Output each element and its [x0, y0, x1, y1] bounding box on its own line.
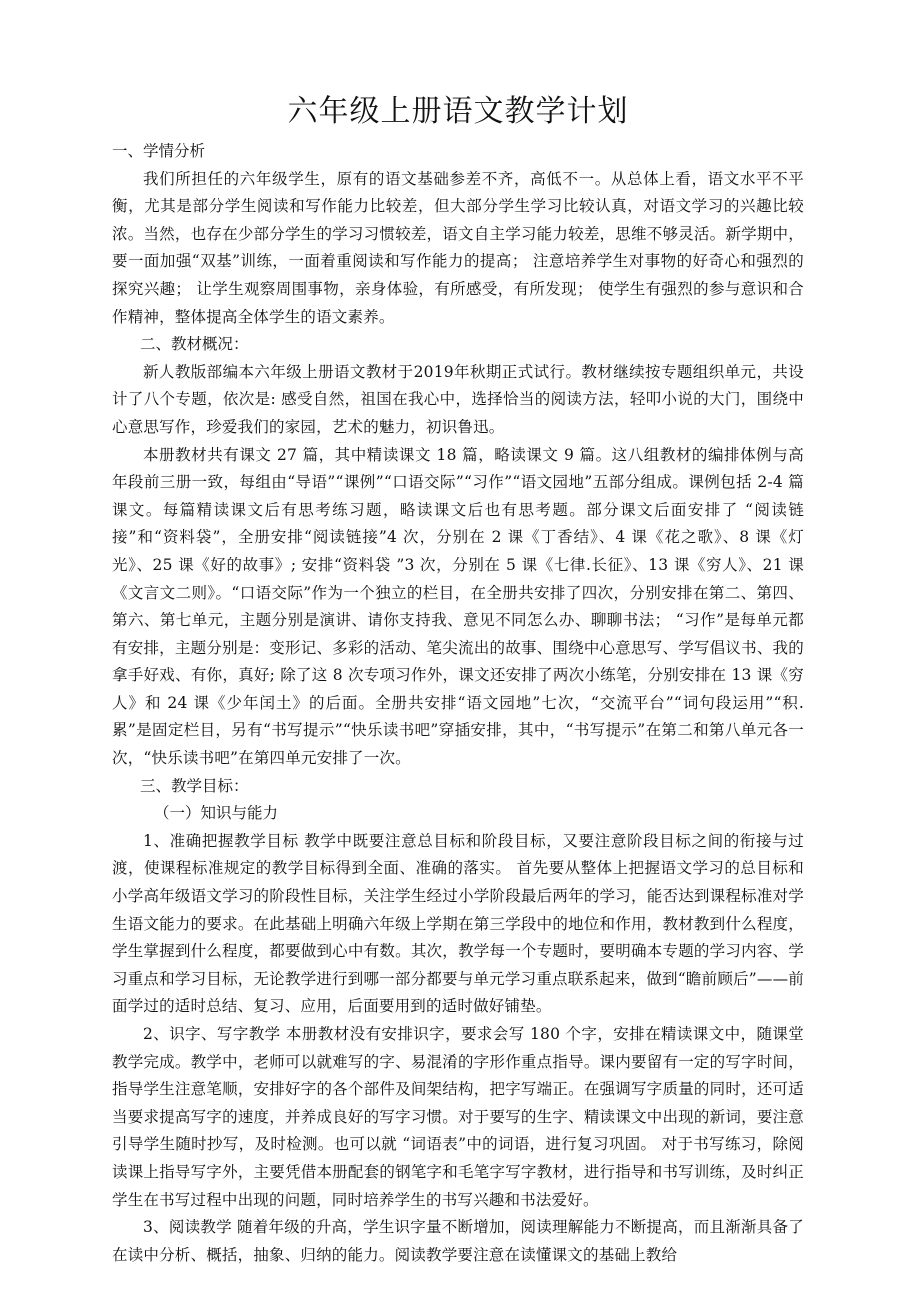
document-title: 六年级上册语文教学计划 — [287, 94, 629, 129]
paragraph-textbook-overview-2: 本册教材共有课文 27 篇，其中精读课文 18 篇，略读课文 9 篇。这八组教材的编排体例与高年段前三册一致，每组由“导语”“课例”“口语交际”“习作”“语文园地”五部分组成。课例包括 2-4 篇课文。每篇精读课文后有思考练习题，略读课文后也有思考题。部分课文后面安排了 “阅读链接”和“资料袋”，全册安排“阅读链接”4 次，分别在 2 课《丁香结》、4 课《花之歌》、8 课《灯光》、25 课《好的故事》; 安排“资料袋 ”3 次，分别在 5 课《七律.长征》、13 课《穷人》、21 课《文言文二则》。“口语交际”作为一个独立的栏目，在全册共安排了四次，分别安排在第二、第四、第六、第七单元，主题分别是演讲、请你支持我、意见不同怎么办、聊聊书法； “习作”是每单元都有安排，主题分别是：变形记、多彩的活动、笔尖流出的故事、围绕中心意思写、学写倡议书、我的拿手好戏、有你，真好; 除了这 8 次专项习作外，课文还安排了两次小练笔，分别安排在 13 课《穷人》和 24 课《少年闰土》的后面。全册共安排“语文园地”七次，“交流平台”“词句段运用”“积.累”是固定栏目，另有“书写提示”“快乐读书吧”穿插安排，其中，“书写提示”在第二和第八单元各一次，“快乐读书吧”在第四单元安排了一次。 — [112, 445, 804, 768]
paragraph-goal-1: 1、准确把握教学目标 教学中既要注意总目标和阶段目标，又要注意阶段目标之间的衔接与过渡，使课程标准规定的教学目标得到全面、准确的落实。 首先要从整体上把握语文学习的总目标和小学高年级语文学习的阶段性目标，关注学生经过小学阶段最后两年的学习，能否达到课程标准对学生语文能力的要求。在此基础上明确六年级上学期在第三学段中的地位和作用，教材教到什么程度，学生掌握到什么程度，都要做到心中有数。其次，教学每一个专题时，要明确本专题的学习内容、学习重点和学习目标，无论教学进行到哪一部分都要与单元学习重点联系起来，做到“瞻前顾后”——前面学过的适时总结、复习、应用，后面要用到的适时做好铺垫。 — [112, 831, 804, 1016]
section-heading-learning-analysis: 一、学情分析 — [112, 142, 206, 160]
section-heading-textbook-overview: 二、教材概况： — [140, 335, 249, 354]
paragraph-learning-analysis: 我们所担任的六年级学生，原有的语文基础参差不齐，高低不一。从总体上看，语文水平不平衡，尤其是部分学生阅读和写作能力比较差，但大部分学生学习比较认真，对语文学习的兴趣比较浓。当然，也存在少部分学生的学习习惯较差，语文自主学习能力较差，思维不够灵活。新学期中，要一面加强“双基”训练，一面着重阅读和写作能力的提高； 注意培养学生对事物的好奇心和强烈的探究兴趣； 让学生观察周围事物，亲身体验，有所感受，有所发现； 使学生有强烈的参与意识和合作精神，整体提高全体学生的语文素养。 — [112, 169, 804, 326]
paragraph-goal-3: 3、阅读教学 随着年级的升高，学生识字量不断增加，阅读理解能力不断提高，而且渐渐具备了在读中分析、概括，抽象、归纳的能力。阅读教学要注意在读懂课文的基础上教给 — [112, 1218, 804, 1264]
paragraph-goal-2: 2、识字、写字教学 本册教材没有安排识字，要求会写 180 个字，安排在精读课文中，随课堂教学完成。教学中，老师可以就难写的字、易混淆的字形作重点指导。课内要留有一定的写字时间，指导学生注意笔顺，安排好字的各个部件及间架结构，把字写端正。在强调写字质量的同时，还可适当要求提高写字的速度，并养成良好的写字习惯。对于要写的生字、精读课文中出现的新词，要注意引导学生随时抄写，及时检测。也可以就 “词语表”中的词语，进行复习巩固。 对于书写练习，除阅读课上指导写字外，主要凭借本册配套的钢笔字和毛笔字写字教材，进行指导和书写训练，及时纠正学生在书写过程中出现的问题，同时培养学生的书写兴趣和书法爱好。 — [112, 1025, 804, 1209]
section-heading-teaching-goals: 三、教学目标： — [140, 776, 249, 795]
paragraph-textbook-overview-1: 新人教版部编本六年级上册语文教材于2019年秋期正式试行。教材继续按专题组织单元，共设计了八个专题，依次是: 感受自然，祖国在我心中，选择恰当的阅读方法，轻叩小说的大门，围绕中心意思写作，珍爱我们的家园，艺术的魅力，初识鲁迅。 — [112, 362, 804, 436]
subheading-knowledge-ability: （一）知识与能力 — [154, 804, 279, 823]
